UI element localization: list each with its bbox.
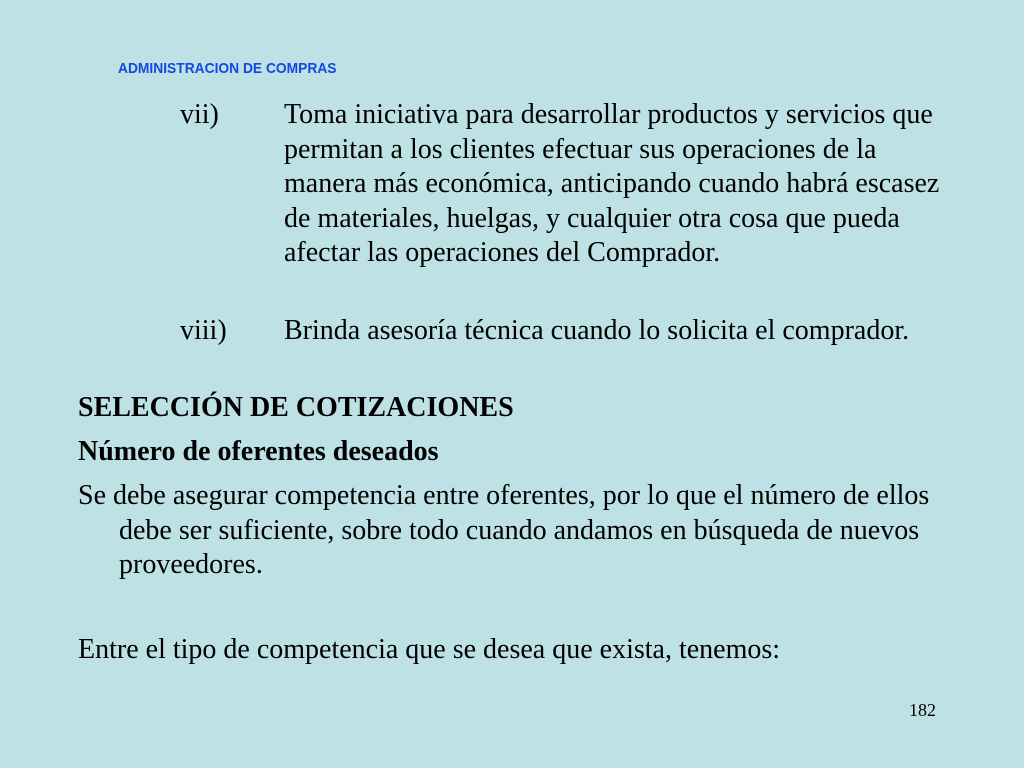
list-item-text: Brinda asesoría técnica cuando lo solicita el comprador. (284, 315, 910, 346)
body-paragraph-competition-types: Entre el tipo de competencia que se desea que exista, tenemos: (78, 634, 781, 665)
section-heading: SELECCIÓN DE COTIZACIONES (78, 392, 514, 423)
list-item-number: viii) (180, 315, 227, 346)
list-item-viii (180, 314, 940, 349)
slide-header-title: ADMINISTRACION DE COMPRAS (118, 60, 337, 77)
page-number: 182 (909, 700, 936, 720)
list-item-vii (180, 98, 940, 271)
body-paragraph-competition: Se debe asegurar competencia entre oferentes, por lo que el número de ellos debe ser suficiente, sobre todo cuando andamos en búsqueda de nuevos proveedores. (78, 480, 930, 580)
list-item-text: Toma iniciativa para desarrollar productos y servicios que permitan a los clientes efectuar sus operaciones de la manera más económica, anticipando cuando habrá escasez de materiales, huelgas, y cualquier otra cosa que pueda afectar las operaciones del Comprador. (284, 99, 940, 268)
list-item-number: vii) (180, 99, 219, 130)
section-subheading: Número de oferentes deseados (78, 436, 439, 467)
